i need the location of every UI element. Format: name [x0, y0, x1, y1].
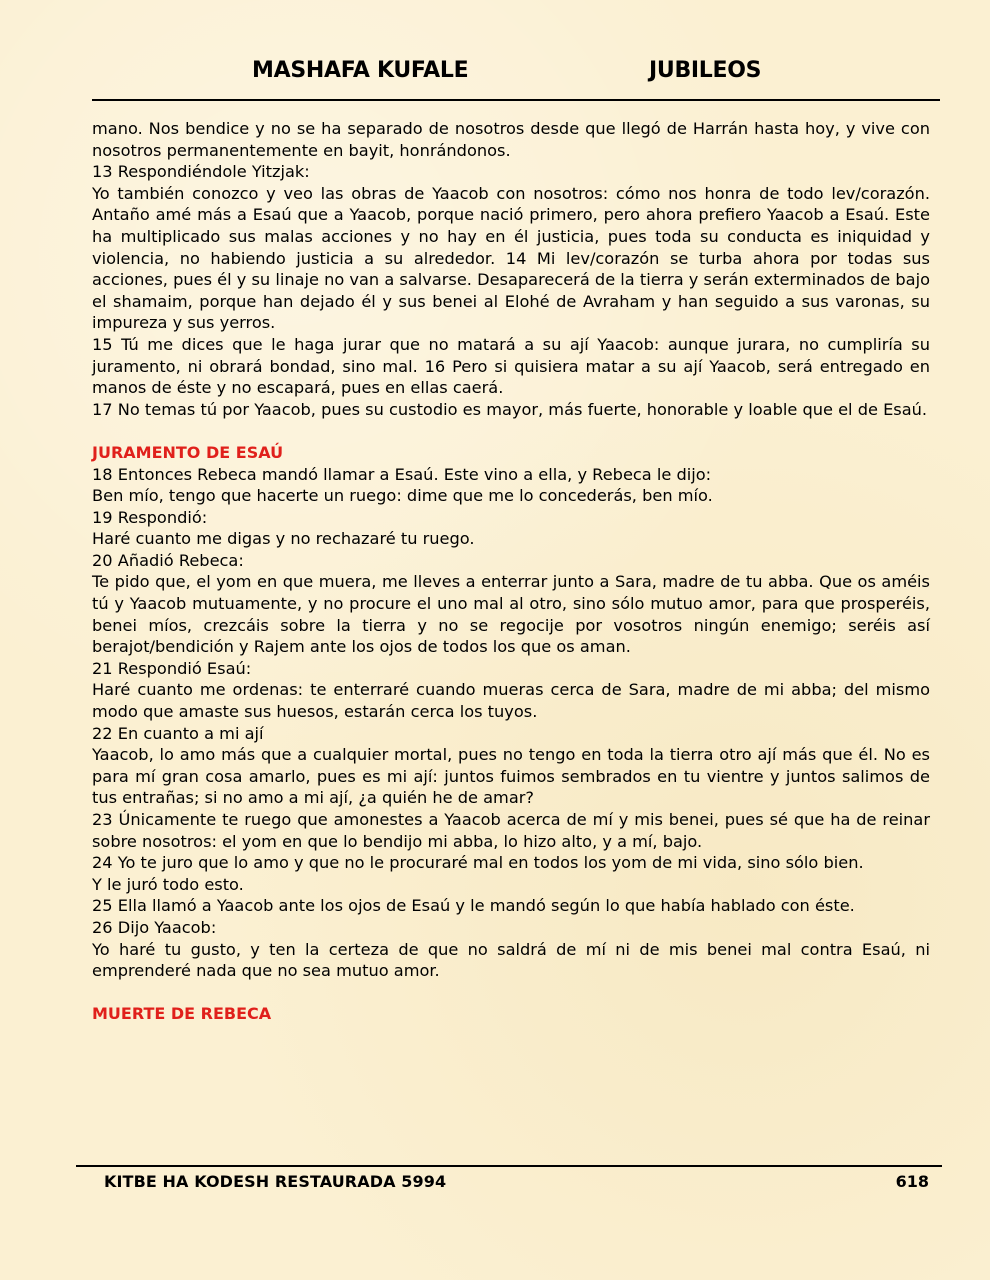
paragraph: Yo también conozco y veo las obras de Yaacob con nosotros: cómo nos honra de todo lev/corazón. Antaño amé más a Esaú que a Yaacob, porque nació primero, pero ahora prefiero Yaacob a Esaú. Este ha multiplicado sus malas acciones y no hay en él justicia, pues toda su conducta es iniquidad y violencia, no habiendo justicia a su alrededor. 14 Mi lev/corazón se turba ahora por todas sus acciones, pues él y su linaje no van a salvarse. Desaparecerá de la tierra y serán exterminados de bajo el shamaim, porque han dejado él y sus benei al Elohé de Avraham y han seguido a sus varonas, su impureza y sus yerros.	[92, 183, 930, 333]
paragraph: 13 Respondiéndole Yitzjak:	[92, 162, 310, 182]
footer-title: KITBE HA KODESH RESTAURADA 5994	[104, 1172, 447, 1191]
paragraph: 19 Respondió:	[92, 507, 208, 527]
paragraph: 23 Únicamente te ruego que amonestes a Yaacob acerca de mí y mis benei, pues sé que ha de reinar sobre nosotros: el yom en que lo bendijo mi abba, lo hizo alto, y a mí, bajo.	[92, 810, 930, 851]
paragraph: 22 En cuanto a mi ají	[92, 723, 264, 743]
paragraph: Yaacob, lo amo más que a cualquier mortal, pues no tengo en toda la tierra otro ají más que él. No es para mí gran cosa amarlo, pues es mi ají: juntos fuimos sembrados en tu vientre y juntos salimos de tus entrañas; si no amo a mi ají, ¿a quién he de amar?	[92, 745, 930, 808]
spacer	[92, 420, 930, 442]
spacer	[92, 982, 930, 1004]
paragraph: 15 Tú me dices que le haga jurar que no matará a su ají Yaacob: aunque jurara, no cumpliría su juramento, ni obrará bondad, sino mal. 16 Pero si quisiera matar a su ají Yaacob, será entregado en manos de éste y no escapará, pues en ellas caerá.	[92, 334, 930, 398]
paragraph: Ben mío, tengo que hacerte un ruego: dime que me lo concederás, ben mío.	[92, 486, 713, 506]
page-body	[92, 118, 930, 1025]
header-book-title: MASHAFA KUFALE	[252, 58, 469, 83]
paragraph: Haré cuanto me ordenas: te enterraré cuando mueras cerca de Sara, madre de mi abba; del mismo modo que amaste sus huesos, estarán cerca los tuyos.	[92, 680, 930, 722]
paragraph: mano. Nos bendice y no se ha separado de nosotros desde que llegó de Harrán hasta hoy, y vive con nosotros permanentemente en bayit, honrándonos.	[92, 119, 930, 160]
paragraph: 25 Ella llamó a Yaacob ante los ojos de Esaú y le mandó según lo que había hablado con éste.	[92, 896, 855, 916]
paragraph: 18 Entonces Rebeca mandó llamar a Esaú. Este vino a ella, y Rebeca le dijo:	[92, 464, 712, 484]
paragraph: 20 Añadió Rebeca:	[92, 550, 244, 570]
paragraph: Haré cuanto me digas y no rechazaré tu ruego.	[92, 529, 475, 549]
header-divider	[92, 99, 940, 101]
page-header	[92, 58, 940, 98]
header-section-title: JUBILEOS	[649, 58, 762, 83]
paragraph: 24 Yo te juro que lo amo y que no le procuraré mal en todos los yom de mi vida, sino sólo bien.	[92, 853, 864, 873]
paragraph: Te pido que, el yom en que muera, me lleves a enterrar junto a Sara, madre de tu abba. Que os améis tú y Yaacob mutuamente, y no procure el uno mal al otro, sino sólo mutuo amor, para que prosperéis, benei míos, crezcáis sobre la tierra y no se regocije por vosotros ningún enemigo; seréis así berajot/bendición y Rajem ante los ojos de todos los que os aman.	[92, 572, 930, 657]
paragraph: Yo haré tu gusto, y ten la certeza de que no saldrá de mí ni de mis benei mal contra Esaú, ni emprenderé nada que no sea mutuo amor.	[92, 939, 930, 981]
paragraph: 17 No temas tú por Yaacob, pues su custodio es mayor, más fuerte, honorable y loable que el de Esaú.	[92, 399, 928, 419]
page-number: 618	[895, 1172, 929, 1191]
section-heading: MUERTE DE REBECA	[92, 1004, 272, 1024]
paragraph: 26 Dijo Yaacob:	[92, 917, 217, 937]
paragraph: 21 Respondió Esaú:	[92, 658, 252, 678]
section-heading: JURAMENTO DE ESAÚ	[92, 442, 284, 462]
paragraph: Y le juró todo esto.	[92, 874, 244, 894]
footer-divider	[76, 1165, 942, 1167]
